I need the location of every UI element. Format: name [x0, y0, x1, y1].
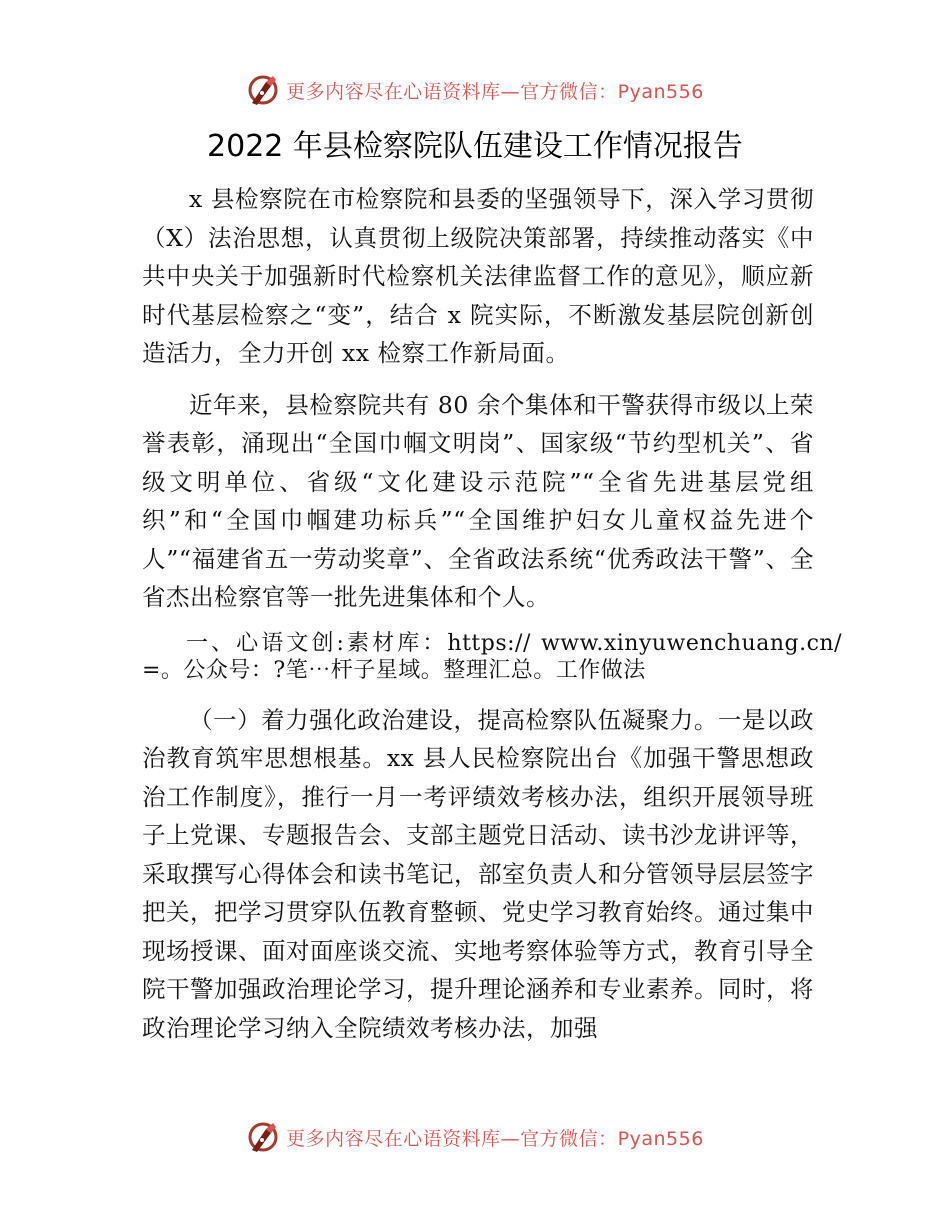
document-body — [142, 180, 842, 1060]
header-banner — [0, 70, 950, 110]
footer-banner — [0, 1117, 950, 1157]
document-title: 2022 年县检察院队伍建设工作情况报告 — [207, 129, 743, 164]
pen-logo-icon — [246, 73, 280, 107]
paragraph-honors: 近年来，县检察院共有 80 余个集体和干警获得市级以上荣誉表彰，涌现出“全国巾帼文明岗”、国家级“节约型机关”、省级文明单位、省级“文化建设示范院”“全省先进基层党组织”和“全国巾帼建功标兵”“全国维护妇女儿童权益先进个人”“福建省五一劳动奖章”、全省政法系统“优秀政法干警”、全省杰出检察官等一批先进集体和个人。 — [142, 390, 814, 611]
paragraph-political-building: （一）着力强化政治建设，提高检察队伍凝聚力。一是以政治教育筑牢思想根基。xx 县人民检察院出台《加强干警思想政治工作制度》，推行一月一考评绩效考核办法，组织开展领导班子上党课、专题报告会、支部主题党日活动、读书沙龙讲评等，采取撰写心得体会和读书笔记，部室负责人和分管领导层层签字把关，把学习贯穿队伍教育整顿、党史学习教育始终。通过集中现场授课、面对面座谈交流、实地考察体验等方式，教育引导全院干警加强政治理论学习，提升理论涵养和专业素养。同时，将政治理论学习纳入全院绩效考核办法，加强 — [142, 705, 814, 1042]
paragraph-intro: x 县检察院在市检察院和县委的坚强领导下，深入学习贯彻（X）法治思想，认真贯彻上级院决策部署，持续推动落实《中共中央关于加强新时代检察机关法律监督工作的意见》，顺应新时代基层检察之“变”，结合 x 院实际，不断激发基层院创新创造活力，全力开创 xx 检察工作新局面。 — [142, 185, 814, 367]
header-banner-text: 更多内容尽在心语资料库—官方微信：Pyan556 — [286, 80, 704, 103]
pen-logo-icon — [246, 1120, 280, 1154]
section-heading: 一、心语文创:素材库：https:// www.xinyuwenchuang.cn/=。公众号：?笔⋯杆子星域。整理汇总。工作做法 — [142, 630, 842, 683]
footer-banner-text: 更多内容尽在心语资料库—官方微信：Pyan556 — [286, 1127, 704, 1150]
